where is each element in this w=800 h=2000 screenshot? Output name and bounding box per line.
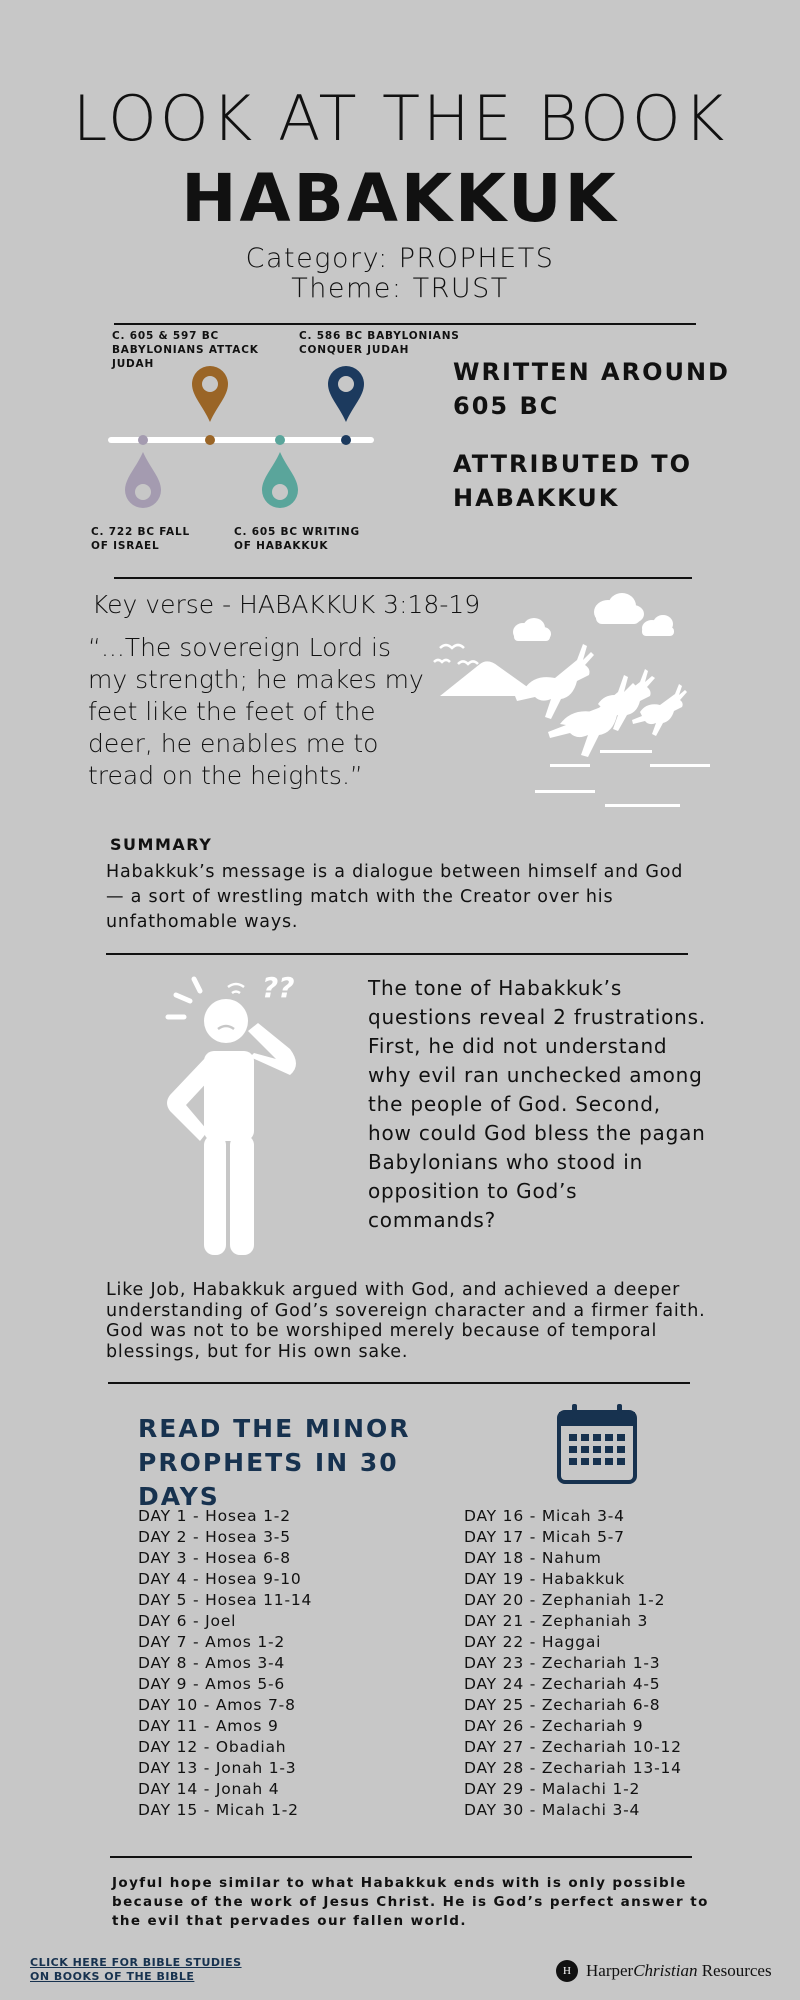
publisher-logo: H Harper Christian Resources — [556, 1958, 772, 1984]
reading-day: DAY 28 - Zechariah 13-14 — [464, 1759, 682, 1777]
reading-day: DAY 13 - Jonah 1-3 — [138, 1759, 297, 1777]
reading-day: DAY 3 - Hosea 6-8 — [138, 1549, 291, 1567]
mountain — [440, 661, 540, 696]
divider — [114, 577, 692, 579]
reading-day: DAY 7 - Amos 1-2 — [138, 1633, 286, 1651]
closing-text: Joyful hope similar to what Habakkuk ends with is only possible because of the work of Jesus Christ. He is God’s perfect answer to the evil that pervades our fallen world. — [112, 1875, 709, 1929]
attributed-to: ATTRIBUTED TO HABAKKUK — [453, 450, 693, 512]
key-verse-quote: “...The sovereign Lord is my strength; he makes my feet like the feet of the deer, he enables me to tread on the heights.” — [88, 633, 424, 790]
map-pin-icon — [328, 366, 364, 422]
question-marks: ?? — [262, 971, 295, 1004]
timeline-dot — [138, 435, 148, 445]
reading-day: DAY 17 - Micah 5-7 — [464, 1528, 625, 1546]
written-around: WRITTEN AROUND 605 BC — [453, 358, 730, 420]
reading-day: DAY 20 - Zephaniah 1-2 — [464, 1591, 666, 1609]
confused-person-illustration — [150, 965, 320, 1265]
timeline-label-writing: C. 605 BC WRITING OF HABAKKUK — [234, 526, 360, 552]
reading-plan-left-column — [138, 1506, 312, 1821]
divider — [106, 953, 688, 955]
reading-day: DAY 10 - Amos 7-8 — [138, 1696, 296, 1714]
cloud-icon — [594, 593, 644, 624]
timeline-label-babylonians-conquer: C. 586 BC BABYLONIANS CONQUER JUDAH — [299, 330, 460, 356]
timeline-label-babylonians-attack: C. 605 & 597 BC BABYLONIANS ATTACK JUDAH — [112, 330, 259, 370]
timeline-dot — [341, 435, 351, 445]
bible-studies-link[interactable]: CLICK HERE FOR BIBLE STUDIES ON BOOKS OF THE BIBLE — [30, 1956, 242, 1983]
reading-day: DAY 12 - Obadiah — [138, 1738, 287, 1756]
reading-day: DAY 21 - Zephaniah 3 — [464, 1612, 649, 1630]
reading-day: DAY 16 - Micah 3-4 — [464, 1507, 625, 1525]
reading-day: DAY 4 - Hosea 9-10 — [138, 1570, 302, 1588]
reading-plan-right-column — [464, 1506, 682, 1821]
page-title: LOOK AT THE BOOK — [72, 82, 728, 155]
reading-day: DAY 11 - Amos 9 — [138, 1717, 279, 1735]
reading-day: DAY 8 - Amos 3-4 — [138, 1654, 286, 1672]
reading-day: DAY 23 - Zechariah 1-3 — [464, 1654, 661, 1672]
reading-day: DAY 18 - Nahum — [464, 1549, 602, 1567]
reading-day: DAY 22 - Haggai — [464, 1633, 602, 1651]
reading-day: DAY 2 - Hosea 3-5 — [138, 1528, 291, 1546]
reading-day: DAY 9 - Amos 5-6 — [138, 1675, 286, 1693]
map-pin-icon — [262, 452, 298, 508]
summary-heading: SUMMARY — [110, 835, 213, 854]
reading-day: DAY 15 - Micah 1-2 — [138, 1801, 299, 1819]
category-label: Category: PROPHETS — [245, 243, 555, 274]
reading-day: DAY 6 - Joel — [138, 1612, 237, 1630]
job-comparison-text: Like Job, Habakkuk argued with God, and achieved a deeper understanding of God’s sovereign character and a firmer faith. God was not to be worshiped merely because of temporal blessings, but for His own sake. — [106, 1280, 706, 1362]
book-name: HABAKKUK — [181, 160, 619, 237]
reading-day: DAY 19 - Habakkuk — [464, 1570, 625, 1588]
reading-day: DAY 5 - Hosea 11-14 — [138, 1591, 313, 1609]
ground-lines — [535, 750, 710, 807]
reading-plan-heading: READ THE MINOR PROPHETS IN 30 DAYS — [138, 1414, 411, 1511]
cloud-icon — [642, 615, 674, 636]
timeline-dot — [275, 435, 285, 445]
divider — [110, 1856, 692, 1858]
cloud-icon — [513, 618, 551, 641]
reading-day: DAY 24 - Zechariah 4-5 — [464, 1675, 661, 1693]
timeline-dot — [205, 435, 215, 445]
timeline-label-fall-of-israel: C. 722 BC FALL OF ISRAEL — [91, 526, 190, 552]
calendar-icon — [556, 1402, 638, 1486]
reading-day: DAY 25 - Zechariah 6-8 — [464, 1696, 661, 1714]
reading-day: DAY 26 - Zechariah 9 — [464, 1717, 644, 1735]
theme-label: Theme: TRUST — [291, 273, 509, 304]
summary-text: Habakkuk’s message is a dialogue between himself and God — a sort of wrestling match with the Creator over his unfathomable ways. — [106, 862, 684, 932]
deer-icon — [515, 644, 687, 757]
reading-day: DAY 29 - Malachi 1-2 — [464, 1780, 641, 1798]
deer-illustration — [430, 592, 720, 822]
tone-text: The tone of Habakkuk’s questions reveal 2 frustrations. First, he did not understand why evil ran unchecked among the people of God. Second, how could God bless the pagan Babylonians who stood in opposition to God’s commands? — [368, 976, 707, 1232]
key-verse-heading: Key verse - HABAKKUK 3:18-19 — [92, 590, 481, 619]
reading-day: DAY 1 - Hosea 1-2 — [138, 1507, 291, 1525]
map-pin-icon — [125, 452, 161, 508]
logo-mark-icon: H — [556, 1960, 578, 1982]
map-pin-icon — [192, 366, 228, 422]
divider — [114, 323, 696, 325]
reading-day: DAY 30 - Malachi 3-4 — [464, 1801, 641, 1819]
bird-icon — [434, 645, 478, 664]
reading-day: DAY 14 - Jonah 4 — [138, 1780, 280, 1798]
timeline-graphic — [100, 360, 390, 520]
reading-day: DAY 27 - Zechariah 10-12 — [464, 1738, 682, 1756]
divider — [108, 1382, 690, 1384]
